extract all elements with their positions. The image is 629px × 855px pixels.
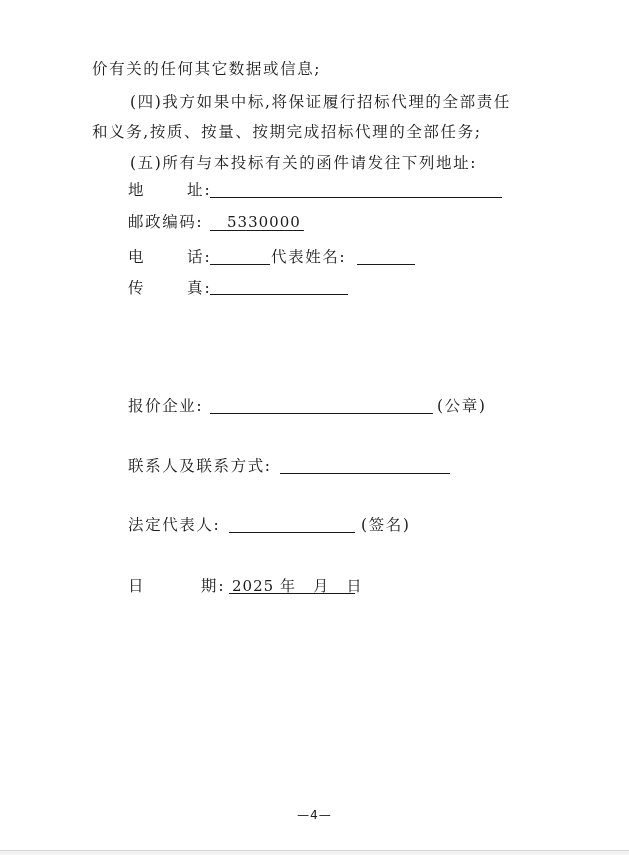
postcode-label: 邮政编码:	[128, 213, 204, 231]
page-number: —4—	[297, 808, 332, 822]
fax-field-line[interactable]	[210, 294, 348, 295]
date-field-line[interactable]	[229, 593, 355, 594]
postcode-value: 5330000	[227, 213, 301, 231]
postcode-field-line[interactable]	[210, 230, 304, 231]
legal-rep-field-line[interactable]	[229, 532, 355, 533]
body-line-3: 和义务,按质、按量、按期完成招标代理的全部任务;	[92, 123, 482, 141]
company-field-line[interactable]	[210, 413, 433, 414]
address-label: 地 址:	[128, 181, 212, 199]
rep-name-label: 代表姓名:	[271, 248, 347, 266]
phone-field-line[interactable]	[210, 264, 270, 265]
legal-rep-label: 法定代表人:	[128, 516, 221, 534]
contact-label: 联系人及联系方式:	[128, 457, 272, 475]
contact-field-line[interactable]	[280, 473, 450, 474]
company-seal-note: (公章)	[437, 397, 487, 415]
company-label: 报价企业:	[128, 397, 204, 415]
date-value: 2025 年 月 日	[232, 577, 363, 595]
body-line-1: 价有关的任何其它数据或信息;	[92, 60, 322, 78]
body-line-2: (四)我方如果中标,将保证履行招标代理的全部责任	[130, 93, 511, 111]
date-label: 日 期:	[128, 577, 226, 595]
rep-name-field-line[interactable]	[357, 264, 415, 265]
fax-label: 传 真:	[128, 279, 212, 297]
address-field-line[interactable]	[210, 197, 502, 198]
body-line-4: (五)所有与本投标有关的函件请发往下列地址:	[130, 154, 478, 172]
phone-label: 电 话:	[128, 248, 212, 266]
legal-rep-sign-note: (签名)	[361, 516, 411, 534]
